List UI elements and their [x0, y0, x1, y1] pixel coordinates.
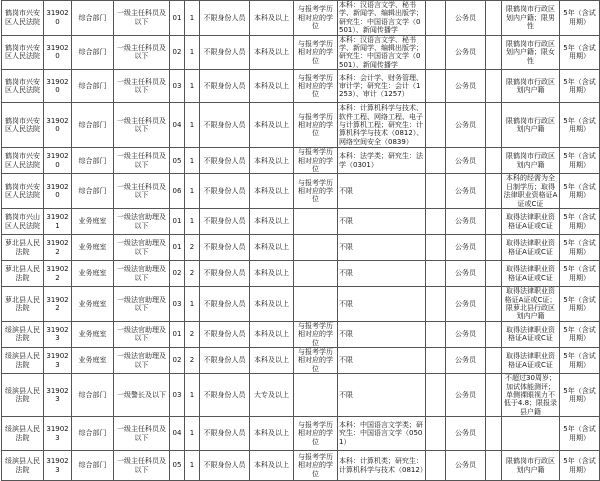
employer-cell: 鹤岗市兴山区人民法院	[2, 209, 44, 235]
position-number-cell: 01	[170, 235, 185, 261]
degree-cell: 与报考学历相对应的学位	[294, 174, 338, 209]
identity-cell: 不限身份人员	[200, 374, 250, 417]
other-requirements-cell: 限鹤岗市行政区划内户籍	[502, 451, 560, 481]
position-code-cell: 319020	[44, 35, 72, 70]
col-10-cell	[426, 451, 446, 481]
position-level-cell: 一级主任科员及以下	[114, 174, 170, 209]
position-type-cell: 公务员	[446, 321, 486, 347]
position-code-cell: 319020	[44, 70, 72, 103]
position-type-cell: 公务员	[446, 148, 486, 174]
headcount-cell: 2	[185, 261, 200, 287]
degree-cell: 与报考学历相对应的学位	[294, 451, 338, 481]
identity-cell: 不限身份人员	[200, 321, 250, 347]
position-number-cell: 01	[170, 1, 185, 36]
position-type-cell: 公务员	[446, 287, 486, 322]
education-cell: 本科及以上	[250, 321, 294, 347]
col-10-cell	[426, 148, 446, 174]
education-cell: 本科及以上	[250, 174, 294, 209]
employer-cell: 绥滨县人民法院	[2, 451, 44, 481]
position-level-cell: 一级主任科员及以下	[114, 148, 170, 174]
position-number-cell: 03	[170, 287, 185, 322]
other-requirements-cell: 限鹤岗市行政区划内户籍；限女性	[502, 35, 560, 70]
major-cell: 不限	[338, 235, 426, 261]
headcount-cell: 2	[185, 347, 200, 373]
service-years-cell: 5年（含试用期）	[560, 287, 600, 322]
identity-cell: 不限身份人员	[200, 209, 250, 235]
employer-cell: 绥滨县人民法院	[2, 321, 44, 347]
table-row	[2, 70, 600, 103]
major-cell: 本科：会计学、财务管理、审计学；研究生：会计（1253）、审计（1257）	[338, 70, 426, 103]
other-requirements-cell: 不超过30周岁；加试体能测评；单侧裸眼视力不低于4.8；限报录县户籍	[502, 374, 560, 417]
col-12-cell	[486, 321, 502, 347]
position-number-cell: 05	[170, 148, 185, 174]
department-cell: 综合部门	[72, 35, 114, 70]
col-12-cell	[486, 347, 502, 373]
headcount-cell: 2	[185, 321, 200, 347]
department-cell: 综合部门	[72, 374, 114, 417]
service-years-cell: 5年（含试用期）	[560, 321, 600, 347]
table-row	[2, 235, 600, 261]
table-row	[2, 287, 600, 322]
col-12-cell	[486, 35, 502, 70]
col-12-cell	[486, 209, 502, 235]
position-number-cell: 04	[170, 103, 185, 148]
identity-cell: 不限身份人员	[200, 174, 250, 209]
headcount-cell: 1	[185, 70, 200, 103]
col-10-cell	[426, 374, 446, 417]
position-type-cell: 公务员	[446, 174, 486, 209]
service-years-cell: 5年（含试用期）	[560, 35, 600, 70]
major-cell: 不限	[338, 321, 426, 347]
col-10-cell	[426, 35, 446, 70]
department-cell: 综合部门	[72, 1, 114, 36]
service-years-cell: 5年（含试用期）	[560, 347, 600, 373]
col-10-cell	[426, 70, 446, 103]
position-type-cell: 公务员	[446, 70, 486, 103]
employer-cell: 萝北县人民法院	[2, 287, 44, 322]
education-cell: 本科及以上	[250, 287, 294, 322]
other-requirements-cell: 限鹤岗市行政区划内户籍	[502, 103, 560, 148]
other-requirements-cell	[502, 417, 560, 451]
headcount-cell: 1	[185, 1, 200, 36]
position-number-cell: 03	[170, 70, 185, 103]
headcount-cell: 1	[185, 35, 200, 70]
position-type-cell: 公务员	[446, 35, 486, 70]
major-cell: 本科：中国语言文学类；研究生：中国语言文学（0501）	[338, 417, 426, 451]
col-10-cell	[426, 1, 446, 36]
identity-cell: 不限身份人员	[200, 451, 250, 481]
headcount-cell: 1	[185, 174, 200, 209]
col-10-cell	[426, 174, 446, 209]
major-cell: 不限	[338, 347, 426, 373]
identity-cell: 不限身份人员	[200, 103, 250, 148]
employer-cell: 鹤岗市兴安区人民法院	[2, 70, 44, 103]
table-row	[2, 261, 600, 287]
position-number-cell: 01	[170, 321, 185, 347]
department-cell: 综合部门	[72, 148, 114, 174]
col-12-cell	[486, 235, 502, 261]
major-cell: 本科：汉语言文学、秘书学、新闻学、编辑出版学；研究生：中国语言文学（0501）、新闻传播学	[338, 35, 426, 70]
major-cell: 本科：法学类；研究生：法学（0301）	[338, 148, 426, 174]
position-number-cell: 05	[170, 451, 185, 481]
position-type-cell: 公务员	[446, 261, 486, 287]
degree-cell	[294, 287, 338, 322]
service-years-cell: 5年（含试用期）	[560, 417, 600, 451]
position-type-cell: 公务员	[446, 235, 486, 261]
major-cell: 本科：汉语言文学、秘书学、新闻学、编辑出版学；研究生：中国语言文学（0501）、新闻传播学	[338, 1, 426, 36]
position-level-cell: 一级主任科员及以下	[114, 70, 170, 103]
position-code-cell: 319023	[44, 451, 72, 481]
other-requirements-cell: 取得法律职业资格证A证或C证	[502, 347, 560, 373]
position-code-cell: 319022	[44, 287, 72, 322]
department-cell: 业务庭室	[72, 235, 114, 261]
col-12-cell	[486, 1, 502, 36]
table-body	[2, 1, 600, 481]
position-number-cell: 06	[170, 174, 185, 209]
department-cell: 综合部门	[72, 70, 114, 103]
position-level-cell: 一级主任科员及以下	[114, 451, 170, 481]
identity-cell: 不限身份人员	[200, 417, 250, 451]
education-cell: 本科及以上	[250, 417, 294, 451]
position-code-cell: 319023	[44, 374, 72, 417]
education-cell: 本科及以上	[250, 347, 294, 373]
degree-cell: 与报考学历相对应的学位	[294, 103, 338, 148]
identity-cell: 不限身份人员	[200, 70, 250, 103]
position-level-cell: 一级主任科员及以下	[114, 35, 170, 70]
employer-cell: 鹤岗市兴安区人民法院	[2, 148, 44, 174]
education-cell: 本科及以上	[250, 148, 294, 174]
degree-cell: 与报考学历相对应的学位	[294, 347, 338, 373]
headcount-cell: 1	[185, 417, 200, 451]
col-12-cell	[486, 174, 502, 209]
education-cell: 本科及以上	[250, 1, 294, 36]
headcount-cell: 2	[185, 235, 200, 261]
department-cell: 业务庭室	[72, 261, 114, 287]
position-number-cell: 04	[170, 417, 185, 451]
service-years-cell: 5年（含试用期）	[560, 1, 600, 36]
position-type-cell: 公务员	[446, 417, 486, 451]
col-10-cell	[426, 287, 446, 322]
major-cell: 本科：计算机科学与技术、软件工程、网络工程、电子与计算机工程；研究生：计算机科学与技术（0812）、网络空间安全（0839）	[338, 103, 426, 148]
service-years-cell: 5年（含试用期）	[560, 261, 600, 287]
degree-cell: 与报考学历相对应的学位	[294, 417, 338, 451]
position-type-cell: 公务员	[446, 209, 486, 235]
col-12-cell	[486, 148, 502, 174]
table-row	[2, 1, 600, 36]
identity-cell: 不限身份人员	[200, 35, 250, 70]
position-type-cell: 公务员	[446, 451, 486, 481]
table-row	[2, 35, 600, 70]
table-row	[2, 417, 600, 451]
other-requirements-cell: 取得法律职业资格证A证或C证	[502, 321, 560, 347]
position-type-cell: 公务员	[446, 103, 486, 148]
other-requirements-cell: 取得法律职业资格证A证或C证	[502, 235, 560, 261]
identity-cell: 不限身份人员	[200, 287, 250, 322]
department-cell: 业务庭室	[72, 347, 114, 373]
position-number-cell: 01	[170, 209, 185, 235]
department-cell: 综合部门	[72, 103, 114, 148]
education-cell: 本科及以上	[250, 235, 294, 261]
table-row	[2, 321, 600, 347]
identity-cell: 不限身份人员	[200, 1, 250, 36]
position-level-cell: 一级主任科员及以下	[114, 103, 170, 148]
department-cell: 业务庭室	[72, 321, 114, 347]
position-number-cell: 02	[170, 261, 185, 287]
position-code-cell: 319020	[44, 174, 72, 209]
position-type-cell: 公务员	[446, 347, 486, 373]
identity-cell: 不限身份人员	[200, 235, 250, 261]
col-12-cell	[486, 70, 502, 103]
position-number-cell: 02	[170, 347, 185, 373]
degree-cell: 与报考学历相对应的学位	[294, 148, 338, 174]
other-requirements-cell: 取得法律职业资格证A证或C证	[502, 209, 560, 235]
other-requirements-cell: 限鹤岗市行政区划内户籍；限男性	[502, 1, 560, 36]
position-level-cell: 一级法官助理及以下	[114, 287, 170, 322]
major-cell: 不限	[338, 374, 426, 417]
recruitment-table	[1, 0, 600, 481]
department-cell: 业务庭室	[72, 287, 114, 322]
other-requirements-cell: 限鹤岗市行政区划内户籍	[502, 70, 560, 103]
table-row	[2, 174, 600, 209]
col-12-cell	[486, 103, 502, 148]
degree-cell	[294, 261, 338, 287]
other-requirements-cell: 取得法律职业资格证A证或C证	[502, 261, 560, 287]
position-level-cell: 一级法官助理及以下	[114, 261, 170, 287]
position-level-cell: 一级法官助理及以下	[114, 347, 170, 373]
department-cell: 综合部门	[72, 417, 114, 451]
headcount-cell: 1	[185, 148, 200, 174]
position-level-cell: 一级法官助理及以下	[114, 209, 170, 235]
service-years-cell: 5年（含试用期）	[560, 374, 600, 417]
position-code-cell: 319023	[44, 347, 72, 373]
col-10-cell	[426, 235, 446, 261]
col-10-cell	[426, 321, 446, 347]
service-years-cell: 5年（含试用期）	[560, 148, 600, 174]
table-row	[2, 347, 600, 373]
service-years-cell: 5年（含试用期）	[560, 209, 600, 235]
employer-cell: 绥滨县人民法院	[2, 374, 44, 417]
education-cell: 本科及以上	[250, 35, 294, 70]
other-requirements-cell: 取得法律职业资格证A证或C证；限萝北县行政区划内户籍	[502, 287, 560, 322]
degree-cell: 与报考学历相对应的学位	[294, 70, 338, 103]
col-12-cell	[486, 261, 502, 287]
position-level-cell: 一级主任科员及以下	[114, 1, 170, 36]
employer-cell: 鹤岗市兴安区人民法院	[2, 1, 44, 36]
position-code-cell: 319022	[44, 235, 72, 261]
department-cell: 综合部门	[72, 174, 114, 209]
education-cell: 大专及以上	[250, 374, 294, 417]
headcount-cell: 1	[185, 451, 200, 481]
col-12-cell	[486, 417, 502, 451]
department-cell: 综合部门	[72, 451, 114, 481]
identity-cell: 不限身份人员	[200, 148, 250, 174]
service-years-cell: 5年（含试用期）	[560, 235, 600, 261]
position-level-cell: 一级法官助理及以下	[114, 235, 170, 261]
position-code-cell: 319022	[44, 261, 72, 287]
service-years-cell: 5年（含试用期）	[560, 103, 600, 148]
headcount-cell: 1	[185, 287, 200, 322]
employer-cell: 绥滨县人民法院	[2, 417, 44, 451]
education-cell: 本科及以上	[250, 261, 294, 287]
table-row	[2, 148, 600, 174]
headcount-cell: 1	[185, 103, 200, 148]
position-code-cell: 319021	[44, 209, 72, 235]
col-12-cell	[486, 451, 502, 481]
position-level-cell: 一级主任科员及以下	[114, 417, 170, 451]
education-cell: 本科及以上	[250, 209, 294, 235]
department-cell: 业务庭室	[72, 209, 114, 235]
major-cell: 本科：计算机类；研究生：计算机科学与技术（0812）	[338, 451, 426, 481]
major-cell: 不限	[338, 261, 426, 287]
col-10-cell	[426, 261, 446, 287]
position-number-cell: 03	[170, 374, 185, 417]
position-level-cell: 一级法官助理及以下	[114, 321, 170, 347]
other-requirements-cell: 本科的经需为全日制学历；取得法律职业资格证A证或C证	[502, 174, 560, 209]
col-12-cell	[486, 287, 502, 322]
degree-cell	[294, 374, 338, 417]
major-cell: 不限	[338, 209, 426, 235]
table-row	[2, 374, 600, 417]
employer-cell: 鹤岗市兴安区人民法院	[2, 103, 44, 148]
service-years-cell: 5年（含试用期）	[560, 451, 600, 481]
employer-cell: 绥滨县人民法院	[2, 347, 44, 373]
col-10-cell	[426, 417, 446, 451]
position-code-cell: 319020	[44, 103, 72, 148]
degree-cell: 与报考学历相对应的学位	[294, 1, 338, 36]
headcount-cell: 1	[185, 374, 200, 417]
position-code-cell: 319020	[44, 1, 72, 36]
identity-cell: 不限身份人员	[200, 261, 250, 287]
position-type-cell: 公务员	[446, 374, 486, 417]
position-code-cell: 319023	[44, 417, 72, 451]
degree-cell	[294, 209, 338, 235]
position-level-cell: 一级警长及以下	[114, 374, 170, 417]
table-row	[2, 451, 600, 481]
table-row	[2, 209, 600, 235]
major-cell: 不限	[338, 174, 426, 209]
position-code-cell: 319023	[44, 321, 72, 347]
col-12-cell	[486, 374, 502, 417]
employer-cell: 鹤岗市兴安区人民法院	[2, 35, 44, 70]
service-years-cell: 5年（含试用期）	[560, 174, 600, 209]
degree-cell	[294, 235, 338, 261]
headcount-cell: 1	[185, 209, 200, 235]
employer-cell: 鹤岗市兴安区人民法院	[2, 174, 44, 209]
other-requirements-cell: 限鹤岗市行政区划内户籍	[502, 148, 560, 174]
degree-cell: 与报考学历相对应的学位	[294, 321, 338, 347]
employer-cell: 萝北县人民法院	[2, 261, 44, 287]
education-cell: 本科及以上	[250, 103, 294, 148]
col-10-cell	[426, 347, 446, 373]
major-cell: 不限	[338, 287, 426, 322]
education-cell: 本科及以上	[250, 70, 294, 103]
service-years-cell: 5年（含试用期）	[560, 70, 600, 103]
table-row	[2, 103, 600, 148]
position-type-cell: 公务员	[446, 1, 486, 36]
identity-cell: 不限身份人员	[200, 347, 250, 373]
position-number-cell: 02	[170, 35, 185, 70]
col-10-cell	[426, 209, 446, 235]
employer-cell: 萝北县人民法院	[2, 235, 44, 261]
degree-cell: 与报考学历相对应的学位	[294, 35, 338, 70]
education-cell: 本科及以上	[250, 451, 294, 481]
col-10-cell	[426, 103, 446, 148]
position-code-cell: 319020	[44, 148, 72, 174]
